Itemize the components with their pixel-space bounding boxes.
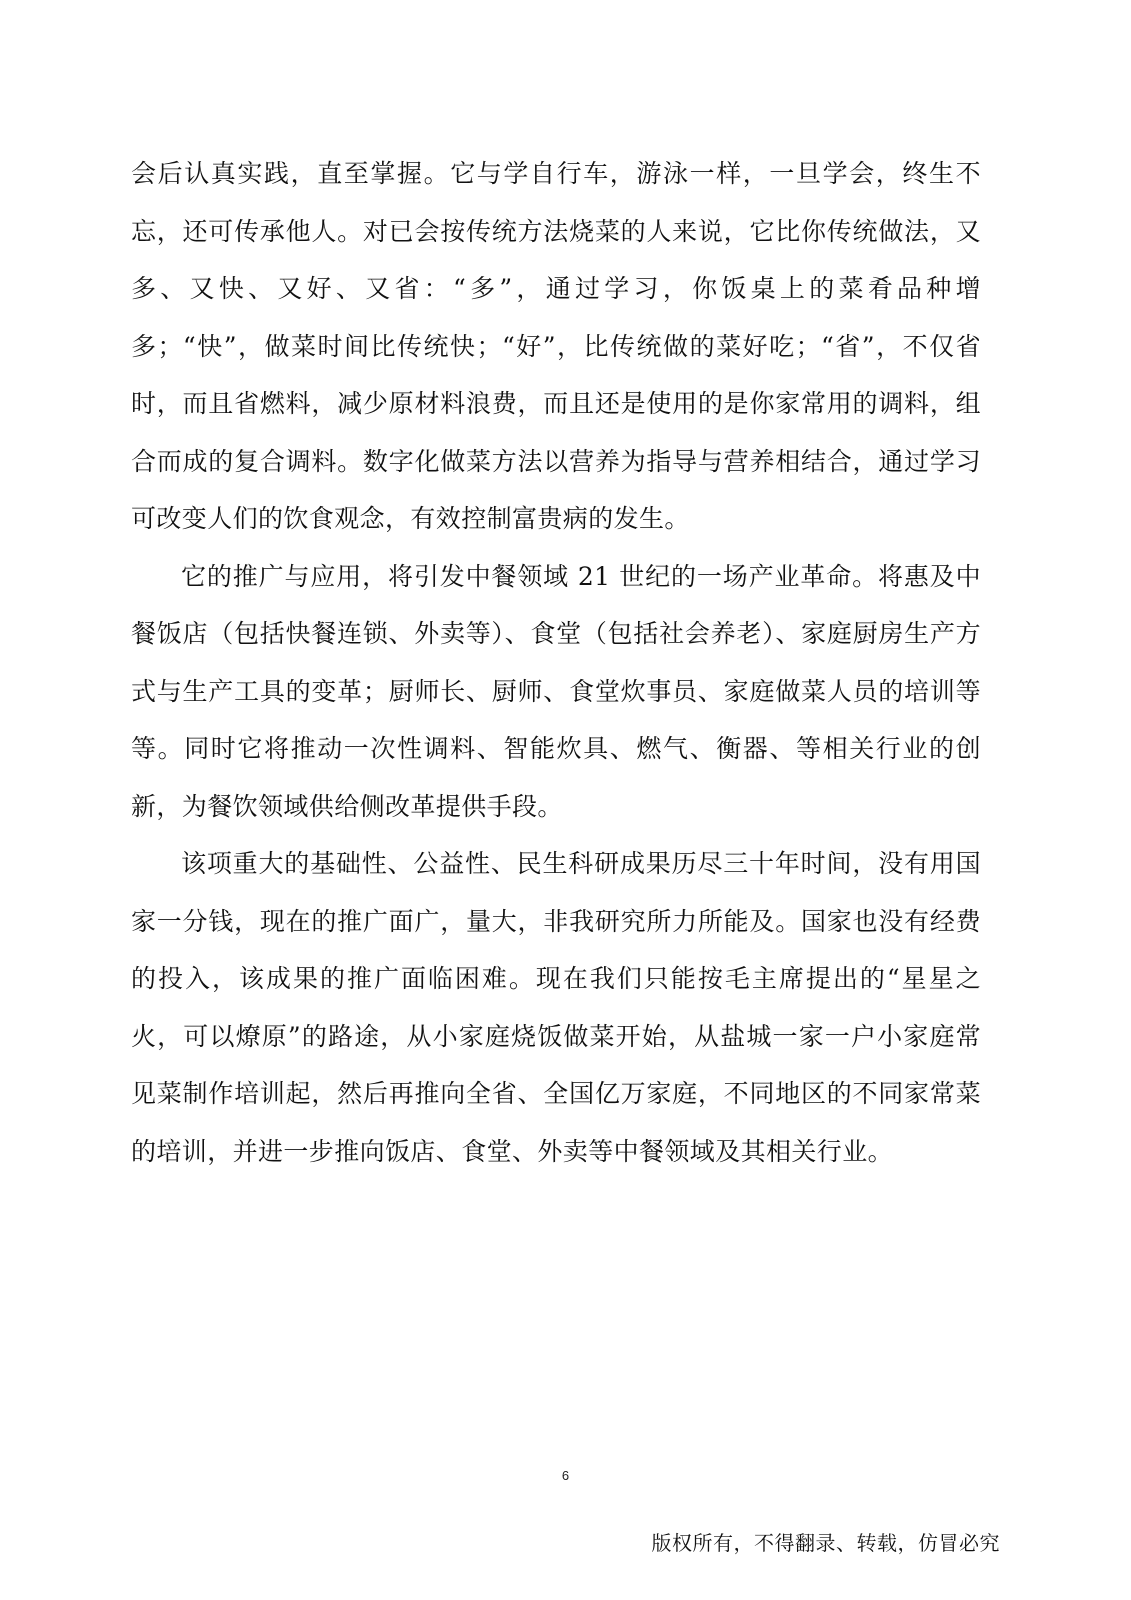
body-text bbox=[131, 145, 981, 1180]
paragraph: 会后认真实践，直至掌握。它与学自行车，游泳一样，一旦学会，终生不忘，还可传承他人。对已会按传统方法烧菜的人来说，它比你传统做法，又多、又快、又好、又省：“多”，通过学习，你饭桌上的菜肴品种增多；“快”，做菜时间比传统快；“好”，比传统做的菜好吃；“省”，不仅省时，而且省燃料，减少原材料浪费，而且还是使用的是你家常用的调料，组合而成的复合调料。数字化做菜方法以营养为指导与营养相结合，通过学习可改变人们的饮食观念，有效控制富贵病的发生。 bbox=[131, 159, 981, 533]
page-number: 6 bbox=[561, 1468, 570, 1483]
paragraph: 它的推广与应用，将引发中餐领域 21 世纪的一场产业革命。将惠及中餐饭店（包括快餐连锁、外卖等）、食堂（包括社会养老）、家庭厨房生产方式与生产工具的变革；厨师长、厨师、食堂炊事员、家庭做菜人员的培训等等。同时它将推动一次性调料、智能炊具、燃气、衡器、等相关行业的创新，为餐饮领域供给侧改革提供手段。 bbox=[131, 561, 981, 821]
paragraph: 该项重大的基础性、公益性、民生科研成果历尽三十年时间，没有用国家一分钱，现在的推广面广，量大，非我研究所力所能及。国家也没有经费的投入，该成果的推广面临困难。现在我们只能按毛主席提出的“星星之火，可以燎原”的路途，从小家庭烧饭做菜开始，从盐城一家一户小家庭常见菜制作培训起，然后再推向全省、全国亿万家庭，不同地区的不同家常菜的培训，并进一步推向饭店、食堂、外卖等中餐领域及其相关行业。 bbox=[131, 849, 981, 1166]
copyright-footer: 版权所有，不得翻录、转载，仿冒必究 bbox=[651, 1531, 1000, 1555]
